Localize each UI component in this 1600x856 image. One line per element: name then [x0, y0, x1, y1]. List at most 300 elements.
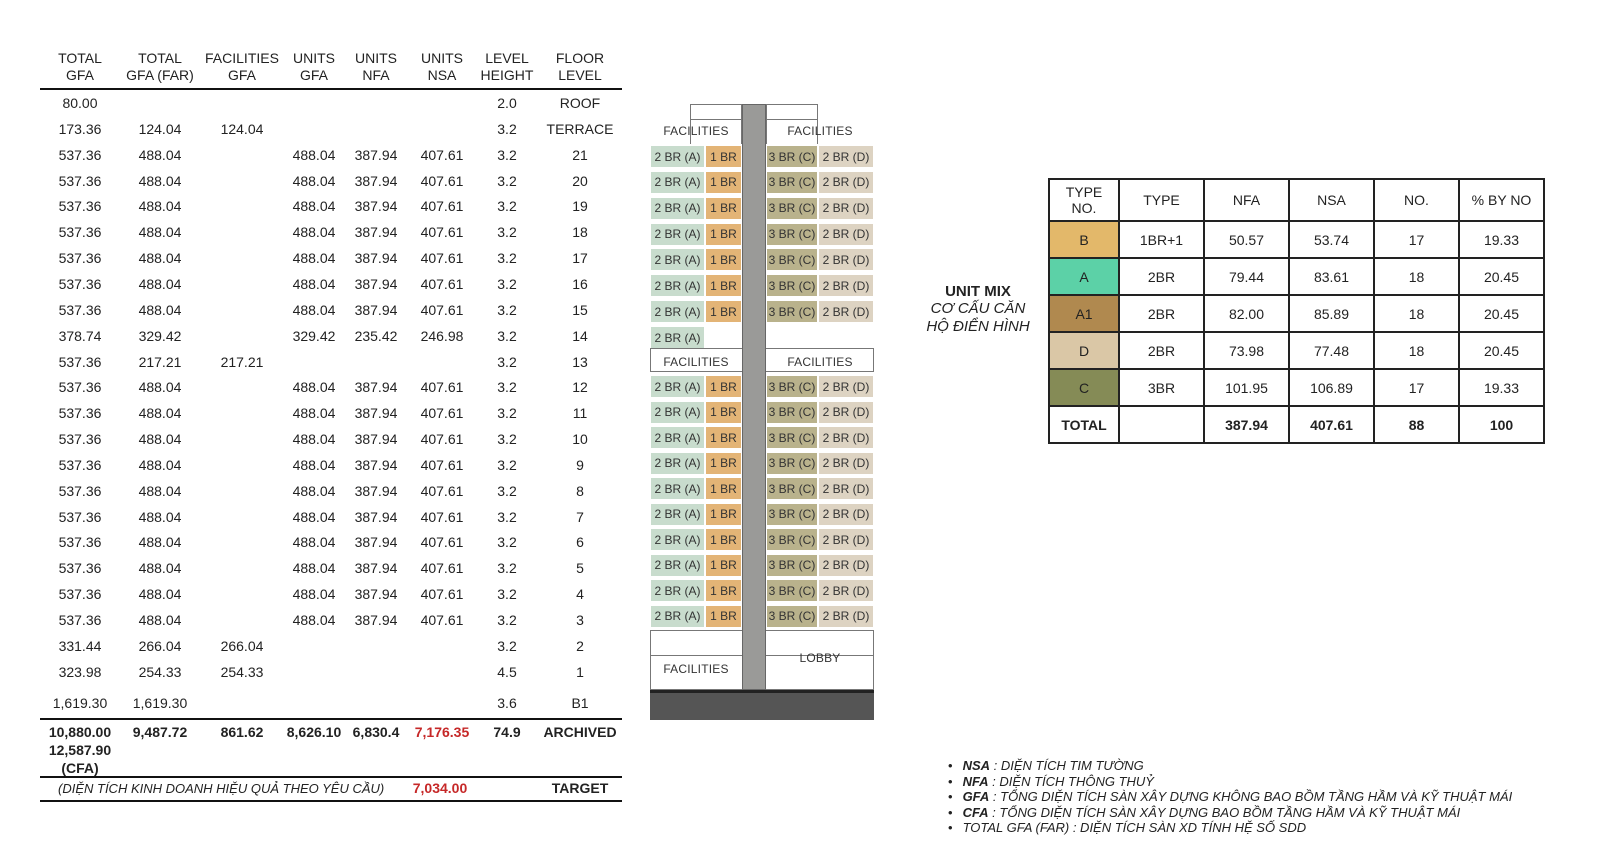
unit-mix-subtitle-2: HỘ ĐIỂN HÌNH — [926, 318, 1030, 335]
unit-1br-b: 1 BR — [705, 274, 742, 297]
unit-mix-cell: 19.33 — [1459, 369, 1544, 406]
unit-mix-total-cell: 407.61 — [1289, 406, 1374, 443]
area-cell: 323.98 — [58, 663, 102, 680]
area-cell: 3.2 — [497, 353, 517, 370]
unit-3br-c: 3 BR (C) — [766, 477, 818, 500]
unit-mix-cell: 18 — [1374, 258, 1459, 295]
area-table-row — [40, 220, 640, 246]
area-cell: 488.04 — [138, 534, 182, 551]
area-cell: 407.61 — [420, 560, 464, 577]
area-header-line: HEIGHT — [480, 67, 534, 83]
cfa-label: (CFA) — [61, 760, 99, 776]
unit-1br-b: 1 BR — [705, 554, 742, 577]
area-cell: 1 — [576, 663, 584, 680]
area-cell: 488.04 — [292, 431, 336, 448]
area-cell: 387.94 — [354, 482, 398, 499]
unit-mix-total-cell: 387.94 — [1204, 406, 1289, 443]
unit-2br-a: 2 BR (A) — [650, 503, 705, 526]
unit-1br-b: 1 BR — [705, 145, 742, 168]
area-total-cell: 74.9 — [493, 724, 521, 740]
area-cell: 407.61 — [420, 224, 464, 241]
unit-type-swatch: A1 — [1049, 295, 1119, 332]
area-table-row — [40, 272, 640, 298]
unit-2br-d: 2 BR (D) — [818, 223, 874, 246]
area-cell: 407.61 — [420, 612, 464, 628]
target-label: TARGET — [551, 780, 609, 796]
area-cell: 387.94 — [354, 534, 398, 551]
area-cell: 488.04 — [292, 224, 336, 241]
unit-2br-a: 2 BR (A) — [650, 274, 705, 297]
floor-13-facilities-right: FACILITIES — [787, 355, 853, 369]
legend-text: : DIỆN TÍCH TIM TƯỜNG — [990, 758, 1144, 773]
area-cell: 488.04 — [138, 586, 182, 603]
unit-2br-a: 2 BR (A) — [650, 401, 705, 424]
unit-2br-a: 2 BR (A) — [650, 197, 705, 220]
unit-mix-total-cell — [1119, 406, 1204, 443]
area-table-row — [40, 691, 640, 717]
building-section-diagram — [650, 100, 880, 740]
area-cell: ROOF — [559, 95, 601, 111]
area-header-line: LEVEL — [558, 67, 602, 83]
legend-text: : TỔNG DIỆN TÍCH SÀN XÂY DỰNG BAO BỒM TẦNG HẦM VÀ KỸ THUẬT MÁI — [988, 804, 1461, 820]
area-table-row — [40, 660, 640, 686]
area-table-row — [40, 194, 640, 220]
unit-3br-c: 3 BR (C) — [766, 248, 818, 271]
area-cell: 9 — [576, 456, 584, 473]
area-cell: 407.61 — [420, 586, 464, 603]
area-header-cell — [535, 50, 625, 84]
area-cell: 173.36 — [58, 120, 102, 137]
area-cell: 387.94 — [354, 560, 398, 577]
area-cell: 3.2 — [497, 431, 517, 448]
area-cell: 3.6 — [497, 694, 517, 711]
area-cell: 4.5 — [497, 663, 517, 680]
area-cell: 3.2 — [497, 637, 517, 654]
area-cell: 254.33 — [138, 663, 182, 680]
area-cell: 3.2 — [497, 172, 517, 189]
area-cell: 488.04 — [292, 612, 336, 628]
area-cell: 124.04 — [138, 120, 182, 137]
terrace-facilities-left: FACILITIES — [663, 124, 729, 138]
unit-2br-a: 2 BR (A) — [650, 300, 705, 323]
area-table-row — [40, 530, 640, 556]
legend-text: : DIỆN TÍCH THÔNG THUỶ — [988, 773, 1154, 789]
area-total-cell: 10,880.00 — [48, 724, 112, 740]
col-nsa: NSA — [1289, 179, 1374, 221]
area-cell: 235.42 — [354, 327, 398, 344]
area-cell: 488.04 — [292, 146, 336, 163]
area-header-line: FACILITIES — [205, 50, 279, 66]
area-header-line: TOTAL — [58, 50, 102, 66]
unit-2br-d: 2 BR (D) — [818, 477, 874, 500]
basement-slab — [650, 690, 874, 720]
unit-mix-cell: 53.74 — [1289, 221, 1374, 258]
unit-2br-d: 2 BR (D) — [818, 375, 874, 398]
area-table-row — [40, 246, 640, 272]
unit-mix-cell: 79.44 — [1204, 258, 1289, 295]
unit-mix-cell: 85.89 — [1289, 295, 1374, 332]
area-header-cell — [197, 50, 287, 84]
col-type: TYPE — [1119, 179, 1204, 221]
area-cell: 3.2 — [497, 508, 517, 525]
area-header-cell — [120, 50, 200, 84]
area-cell: 488.04 — [292, 586, 336, 603]
unit-mix-total-cell: TOTAL — [1049, 406, 1119, 443]
area-cell: 12 — [572, 379, 588, 396]
area-cell: 407.61 — [420, 172, 464, 189]
unit-3br-c: 3 BR (C) — [766, 605, 818, 628]
area-cell: 407.61 — [420, 275, 464, 292]
area-cell: 20 — [572, 172, 588, 189]
area-cell: 2.0 — [497, 95, 517, 111]
area-cell: 488.04 — [292, 456, 336, 473]
unit-2br-d: 2 BR (D) — [818, 503, 874, 526]
lobby-label: LOBBY — [799, 651, 841, 665]
legend-key: NFA — [962, 773, 989, 789]
area-cell: 488.04 — [292, 508, 336, 525]
area-cell: 407.61 — [420, 198, 464, 215]
col-nfa: NFA — [1204, 179, 1289, 221]
unit-mix-cell: 17 — [1374, 221, 1459, 258]
unit-mix-cell: 19.33 — [1459, 221, 1544, 258]
unit-1br-b: 1 BR — [705, 579, 742, 602]
area-cell: 537.36 — [58, 456, 102, 473]
elevator-core — [742, 104, 766, 690]
area-cell: 3.2 — [497, 146, 517, 163]
area-cell: B1 — [571, 694, 589, 711]
area-cell: 488.04 — [292, 198, 336, 215]
legend-text: : TỔNG DIỆN TÍCH SÀN XÂY DỰNG KHÔNG BAO BỒM TẦNG HẦM VÀ KỸ THUẬT MÁI — [989, 789, 1513, 804]
area-cell: 387.94 — [354, 250, 398, 267]
legend-item — [948, 774, 1588, 790]
unit-3br-c: 3 BR (C) — [766, 197, 818, 220]
unit-mix-total-cell: 100 — [1459, 406, 1544, 443]
area-table-row — [40, 505, 640, 531]
area-table-row — [40, 453, 640, 479]
unit-1br-b: 1 BR — [705, 528, 742, 551]
unit-1br-b: 1 BR — [705, 375, 742, 398]
area-cell: 488.04 — [138, 560, 182, 577]
unit-mix-row — [1049, 221, 1544, 258]
area-cell: 407.61 — [420, 301, 464, 318]
area-cell: 537.36 — [58, 224, 102, 241]
area-cell: 488.04 — [292, 250, 336, 267]
area-table-row — [40, 634, 640, 660]
legend-item — [948, 758, 1588, 774]
area-cell: 6 — [576, 534, 584, 551]
area-header-cell — [284, 50, 344, 84]
area-cell: 488.04 — [138, 612, 182, 628]
area-cell: 4 — [576, 586, 584, 603]
area-cell: 3.2 — [497, 405, 517, 422]
unit-2br-d: 2 BR (D) — [818, 554, 874, 577]
unit-3br-c: 3 BR (C) — [766, 171, 818, 194]
area-cell: 217.21 — [220, 353, 264, 370]
area-cell: 387.94 — [354, 405, 398, 422]
area-table-row — [40, 91, 640, 117]
legend-item — [948, 805, 1588, 821]
area-table-row — [40, 324, 640, 350]
area-header-line: UNITS — [421, 50, 463, 66]
area-cell: 387.94 — [354, 301, 398, 318]
unit-mix-row — [1049, 332, 1544, 369]
unit-type-swatch: C — [1049, 369, 1119, 406]
unit-2br-d: 2 BR (D) — [818, 300, 874, 323]
area-cell: 488.04 — [138, 250, 182, 267]
unit-mix-cell: 20.45 — [1459, 258, 1544, 295]
area-cell: 537.36 — [58, 405, 102, 422]
area-cell: 387.94 — [354, 586, 398, 603]
unit-mix-cell: 17 — [1374, 369, 1459, 406]
unit-2br-a: 2 BR (A) — [650, 554, 705, 577]
area-header-line: UNITS — [293, 50, 335, 66]
unit-1br-b: 1 BR — [705, 477, 742, 500]
unit-mix-label — [918, 283, 1038, 336]
unit-mix-cell: 101.95 — [1204, 369, 1289, 406]
col-type-no: TYPE NO. — [1049, 179, 1119, 221]
unit-type-swatch: B — [1049, 221, 1119, 258]
unit-2br-d: 2 BR (D) — [818, 579, 874, 602]
area-table-row — [40, 556, 640, 582]
area-cell: 387.94 — [354, 508, 398, 525]
unit-2br-a: 2 BR (A) — [650, 145, 705, 168]
area-table-row — [40, 427, 640, 453]
unit-mix-cell: 18 — [1374, 295, 1459, 332]
area-table-row — [40, 350, 640, 376]
unit-2br-d: 2 BR (D) — [818, 171, 874, 194]
area-table-row — [40, 169, 640, 195]
unit-1br-b: 1 BR — [705, 503, 742, 526]
area-cell: 537.36 — [58, 431, 102, 448]
area-total-cell: 9,487.72 — [132, 724, 188, 740]
unit-3br-c: 3 BR (C) — [766, 503, 818, 526]
unit-mix-cell: 77.48 — [1289, 332, 1374, 369]
area-cell: 387.94 — [354, 612, 398, 628]
terrace-facilities-right: FACILITIES — [787, 124, 853, 138]
unit-2br-a: 2 BR (A) — [650, 375, 705, 398]
area-cell: 13 — [572, 353, 588, 370]
area-cell: 11 — [572, 405, 588, 422]
unit-mix-cell: 20.45 — [1459, 332, 1544, 369]
area-table-row — [40, 143, 640, 169]
area-cell: 329.42 — [292, 327, 336, 344]
area-header-line: GFA — [65, 67, 94, 83]
area-cell: 488.04 — [138, 172, 182, 189]
unit-3br-c: 3 BR (C) — [766, 426, 818, 449]
area-cell: 488.04 — [292, 275, 336, 292]
area-cell: 488.04 — [292, 534, 336, 551]
unit-2br-a: 2 BR (A) — [650, 579, 705, 602]
area-cell: 266.04 — [220, 637, 264, 654]
ground-facilities: FACILITIES — [663, 662, 729, 676]
unit-2br-d: 2 BR (D) — [818, 426, 874, 449]
target-divider — [40, 776, 622, 778]
legend-item — [948, 789, 1588, 805]
unit-3br-c: 3 BR (C) — [766, 375, 818, 398]
header-divider — [40, 88, 622, 90]
area-cell: 488.04 — [292, 379, 336, 396]
legend-notes — [948, 758, 1588, 836]
area-table-row — [40, 582, 640, 608]
area-cell: 387.94 — [354, 172, 398, 189]
area-total-cell: 8,626.10 — [286, 724, 342, 740]
target-note: (DIỆN TÍCH KINH DOANH HIỆU QUẢ THEO YÊU CẦU) — [58, 781, 385, 796]
area-cell: 488.04 — [138, 301, 182, 318]
area-cell: 3.2 — [497, 198, 517, 215]
area-cell: 488.04 — [138, 508, 182, 525]
area-cell: 3.2 — [497, 456, 517, 473]
unit-2br-d: 2 BR (D) — [818, 401, 874, 424]
area-table-row — [40, 479, 640, 505]
area-cell: 407.61 — [420, 508, 464, 525]
area-cell: 387.94 — [354, 275, 398, 292]
unit-mix-row — [1049, 295, 1544, 332]
unit-mix-total-row — [1049, 406, 1544, 443]
area-table-row — [40, 608, 640, 634]
area-cell: 246.98 — [420, 327, 464, 344]
unit-1br-b: 1 BR — [705, 223, 742, 246]
area-cell: 537.36 — [58, 198, 102, 215]
target-value: 7,034.00 — [412, 780, 468, 796]
area-header-line: NSA — [427, 67, 457, 83]
area-header-line: TOTAL — [138, 50, 182, 66]
area-cell: 407.61 — [420, 250, 464, 267]
unit-1br-b: 1 BR — [705, 426, 742, 449]
area-total-cell: 861.62 — [220, 724, 264, 740]
area-cell: 488.04 — [138, 482, 182, 499]
unit-3br-c: 3 BR (C) — [766, 528, 818, 551]
area-cell: 387.94 — [354, 146, 398, 163]
area-cell: 488.04 — [292, 560, 336, 577]
area-header-line: GFA — [299, 67, 328, 83]
unit-3br-c: 3 BR (C) — [766, 145, 818, 168]
unit-2br-a: 2 BR (A) — [650, 426, 705, 449]
area-cell: 537.36 — [58, 275, 102, 292]
area-cell: 387.94 — [354, 224, 398, 241]
area-header-cell — [346, 50, 406, 84]
unit-2br-d: 2 BR (D) — [818, 452, 874, 475]
area-total-cell: ARCHIVED — [543, 724, 617, 740]
unit-mix-row — [1049, 369, 1544, 406]
legend-key: GFA — [962, 789, 990, 804]
area-cell: 329.42 — [138, 327, 182, 344]
area-header-line: NFA — [362, 67, 390, 83]
floor-13-facilities-left: FACILITIES — [663, 355, 729, 369]
unit-2br-a: 2 BR (A) — [650, 452, 705, 475]
unit-mix-cell: 3BR — [1119, 369, 1204, 406]
cfa-value: 12,587.90 — [48, 742, 112, 758]
area-total-cell: 7,176.35 — [414, 724, 470, 740]
unit-2br-a: 2 BR (A) — [650, 326, 705, 349]
area-header-line: GFA (FAR) — [126, 67, 194, 83]
unit-type-swatch: A — [1049, 258, 1119, 295]
area-cell: 3.2 — [497, 224, 517, 241]
unit-mix-cell: 2BR — [1119, 258, 1204, 295]
unit-2br-a: 2 BR (A) — [650, 171, 705, 194]
area-cell: 537.36 — [58, 146, 102, 163]
area-table-row — [40, 401, 640, 427]
unit-type-swatch: D — [1049, 332, 1119, 369]
area-cell: 18 — [572, 224, 588, 241]
legend-key: NSA — [962, 758, 991, 773]
area-cell: 537.36 — [58, 482, 102, 499]
area-header-cell — [412, 50, 472, 84]
unit-3br-c: 3 BR (C) — [766, 452, 818, 475]
unit-mix-title: UNIT MIX — [945, 283, 1011, 300]
area-cell: 537.36 — [58, 379, 102, 396]
area-table-row — [40, 375, 640, 401]
unit-mix-cell: 50.57 — [1204, 221, 1289, 258]
area-cell: 488.04 — [138, 146, 182, 163]
area-cell: 266.04 — [138, 637, 182, 654]
unit-mix-row — [1049, 258, 1544, 295]
area-cell: 7 — [576, 508, 584, 525]
area-table-row — [40, 298, 640, 324]
area-cell: 10 — [572, 431, 588, 448]
area-table-row — [40, 117, 640, 143]
area-cell: 3.2 — [497, 560, 517, 577]
unit-3br-c: 3 BR (C) — [766, 274, 818, 297]
unit-1br-b: 1 BR — [705, 171, 742, 194]
unit-2br-d: 2 BR (D) — [818, 605, 874, 628]
unit-2br-a: 2 BR (A) — [650, 528, 705, 551]
area-total-cell: 6,830.4 — [352, 724, 400, 740]
unit-2br-a: 2 BR (A) — [650, 223, 705, 246]
area-cell: 3.2 — [497, 586, 517, 603]
unit-2br-d: 2 BR (D) — [818, 274, 874, 297]
unit-mix-cell: 82.00 — [1204, 295, 1289, 332]
area-cell: 488.04 — [138, 431, 182, 448]
area-cell: 16 — [572, 275, 588, 292]
area-cell: 407.61 — [420, 456, 464, 473]
area-cell: 407.61 — [420, 431, 464, 448]
area-cell: 537.36 — [58, 560, 102, 577]
col-no: NO. — [1374, 179, 1459, 221]
area-cell: 488.04 — [292, 482, 336, 499]
unit-1br-b: 1 BR — [705, 197, 742, 220]
area-header-cell — [40, 50, 120, 84]
unit-mix-cell: 2BR — [1119, 332, 1204, 369]
unit-mix-cell: 106.89 — [1289, 369, 1374, 406]
unit-2br-d: 2 BR (D) — [818, 145, 874, 168]
area-cell: 407.61 — [420, 405, 464, 422]
unit-2br-a: 2 BR (A) — [650, 605, 705, 628]
area-header-line: GFA — [227, 67, 256, 83]
area-header-line: UNITS — [355, 50, 397, 66]
area-cell: 3.2 — [497, 327, 517, 344]
area-cell: 1,619.30 — [52, 694, 108, 711]
unit-2br-a: 2 BR (A) — [650, 477, 705, 500]
unit-1br-b: 1 BR — [705, 401, 742, 424]
area-cell: 254.33 — [220, 663, 264, 680]
area-cell: TERRACE — [546, 120, 614, 137]
area-cell: 488.04 — [292, 301, 336, 318]
area-cell: 8 — [576, 482, 584, 499]
area-cell: 537.36 — [58, 612, 102, 628]
area-cell: 488.04 — [292, 172, 336, 189]
area-cell: 488.04 — [138, 379, 182, 396]
unit-mix-cell: 2BR — [1119, 295, 1204, 332]
area-cell: 387.94 — [354, 379, 398, 396]
unit-2br-d: 2 BR (D) — [818, 197, 874, 220]
area-cell: 537.36 — [58, 250, 102, 267]
area-cell: 3 — [576, 612, 584, 628]
unit-mix-subtitle-1: CƠ CẤU CĂN — [930, 300, 1026, 317]
unit-mix-cell: 1BR+1 — [1119, 221, 1204, 258]
unit-3br-c: 3 BR (C) — [766, 300, 818, 323]
area-cell: 2 — [576, 637, 584, 654]
area-cell: 5 — [576, 560, 584, 577]
